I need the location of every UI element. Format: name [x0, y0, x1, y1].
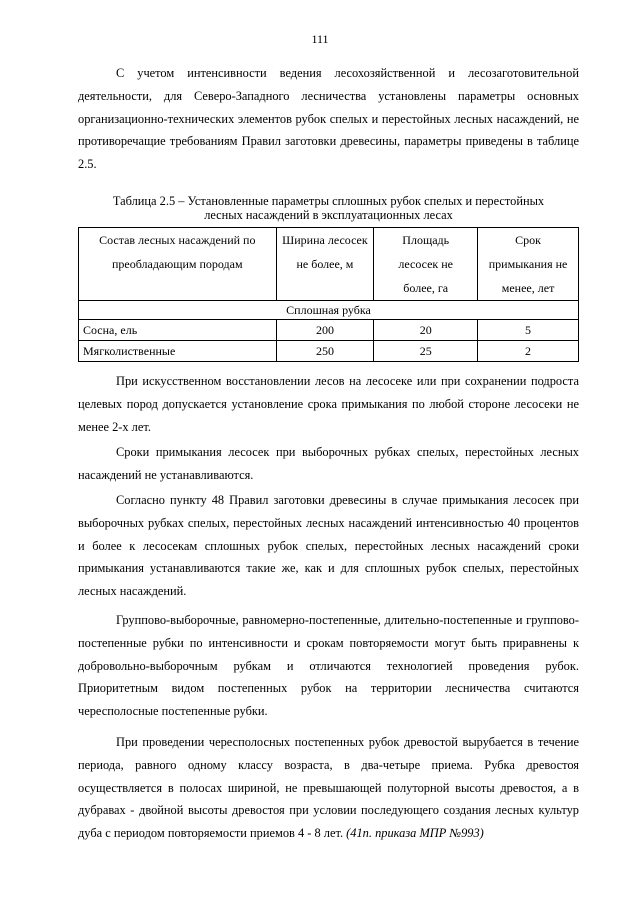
body-paragraph-4-wrap — [78, 609, 579, 723]
page-number: 111 — [311, 32, 329, 46]
cell-term: 5 — [478, 320, 579, 341]
cell-width: 250 — [276, 341, 374, 362]
body-paragraph: Группово-выборочные, равномерно-постепенные, длительно-постепенные и группово-постепенные рубки по интенсивности и срокам повторяемости могут быть приравнены к добровольно-выборочным рубкам и отличаются технологией проведения рубок. Приоритетным видом постепенных рубок на территории лесничества считаются чересполосные постепенные рубки. — [78, 613, 579, 719]
header-term-line2: примыкания не — [488, 257, 568, 271]
header-area-line2: лесосек не — [398, 257, 454, 271]
table-caption — [78, 194, 579, 222]
header-area-line3: более, га — [403, 281, 449, 295]
table-header-row — [79, 228, 579, 301]
last-paragraph-text: При проведении чересполосных постепенных рубок древостой вырубается в течение периода, равного одному классу возраста, в два-четыре приема. Рубка древостоя осуществляется в полосах шириной, не превышающей полуторной высоты древостоя, а в дубравах - двойной высоты древостоя при условии последующего создания лесных культур дуба с периодом повторяемости приемов 4 - 8 лет. — [78, 735, 579, 841]
cell-species: Сосна, ель — [79, 320, 277, 341]
table-row — [79, 320, 579, 341]
parameters-table — [78, 227, 579, 362]
header-species — [79, 228, 277, 301]
header-width-line1: Ширина лесосек — [282, 233, 368, 247]
body-paragraph-1-wrap — [78, 370, 579, 438]
header-species-line2: преобладающим породам — [111, 257, 243, 271]
cell-area: 25 — [374, 341, 478, 362]
header-area-line1: Площадь — [402, 233, 450, 247]
cell-species: Мягколиственные — [79, 341, 277, 362]
table-row — [79, 341, 579, 362]
body-paragraph-2-wrap — [78, 441, 579, 487]
header-area — [374, 228, 478, 301]
body-paragraph: При искусственном восстановлении лесов на лесосеке или при сохранении подроста целевых пород допускается установление срока примыкания по любой стороне лесосеки не менее 2-х лет. — [78, 374, 579, 434]
last-paragraph — [78, 731, 579, 845]
body-paragraph-5-wrap — [78, 731, 579, 845]
body-paragraph: Согласно пункту 48 Правил заготовки древесины в случае примыкания лесосек при выборочных рубках спелых, перестойных лесных насаждений интенсивностью 40 процентов и более к лесосекам сплошных рубок спелых, перестойных лесных насаждений сроки примыкания устанавливаются такие же, как и для сплошных рубок спелых, перестойных лесных насаждений. — [78, 493, 579, 599]
header-width — [276, 228, 374, 301]
group-label: Сплошная рубка — [79, 301, 579, 320]
intro-paragraph: С учетом интенсивности ведения лесохозяйственной и лесозаготовительной деятельности, для Северо-Западного лесничества установлены параметры основных организационно-технических элементов рубок спелых и перестойных лесных насаждений, не противоречащие требованиям Правил заготовки древесины, параметры приведены в таблице 2.5. — [78, 66, 579, 172]
header-term — [478, 228, 579, 301]
intro-section — [78, 62, 579, 176]
body-paragraph-3-wrap — [78, 489, 579, 603]
table-group-row — [79, 301, 579, 320]
table-caption-line2: лесных насаждений в эксплуатационных лесах — [204, 208, 453, 222]
header-width-line2: не более, м — [296, 257, 354, 271]
cell-area: 20 — [374, 320, 478, 341]
header-species-line1: Состав лесных насаждений по — [99, 233, 256, 247]
header-term-line3: менее, лет — [501, 281, 555, 295]
header-term-line1: Срок — [515, 233, 541, 247]
cell-width: 200 — [276, 320, 374, 341]
order-reference: (41п. приказа МПР №993) — [346, 826, 484, 841]
body-paragraph: Сроки примыкания лесосек при выборочных рубках спелых, перестойных лесных насаждений не устанавливаются. — [78, 445, 579, 482]
cell-term: 2 — [478, 341, 579, 362]
table-caption-line1: Таблица 2.5 – Установленные параметры сплошных рубок спелых и перестойных — [112, 194, 545, 208]
